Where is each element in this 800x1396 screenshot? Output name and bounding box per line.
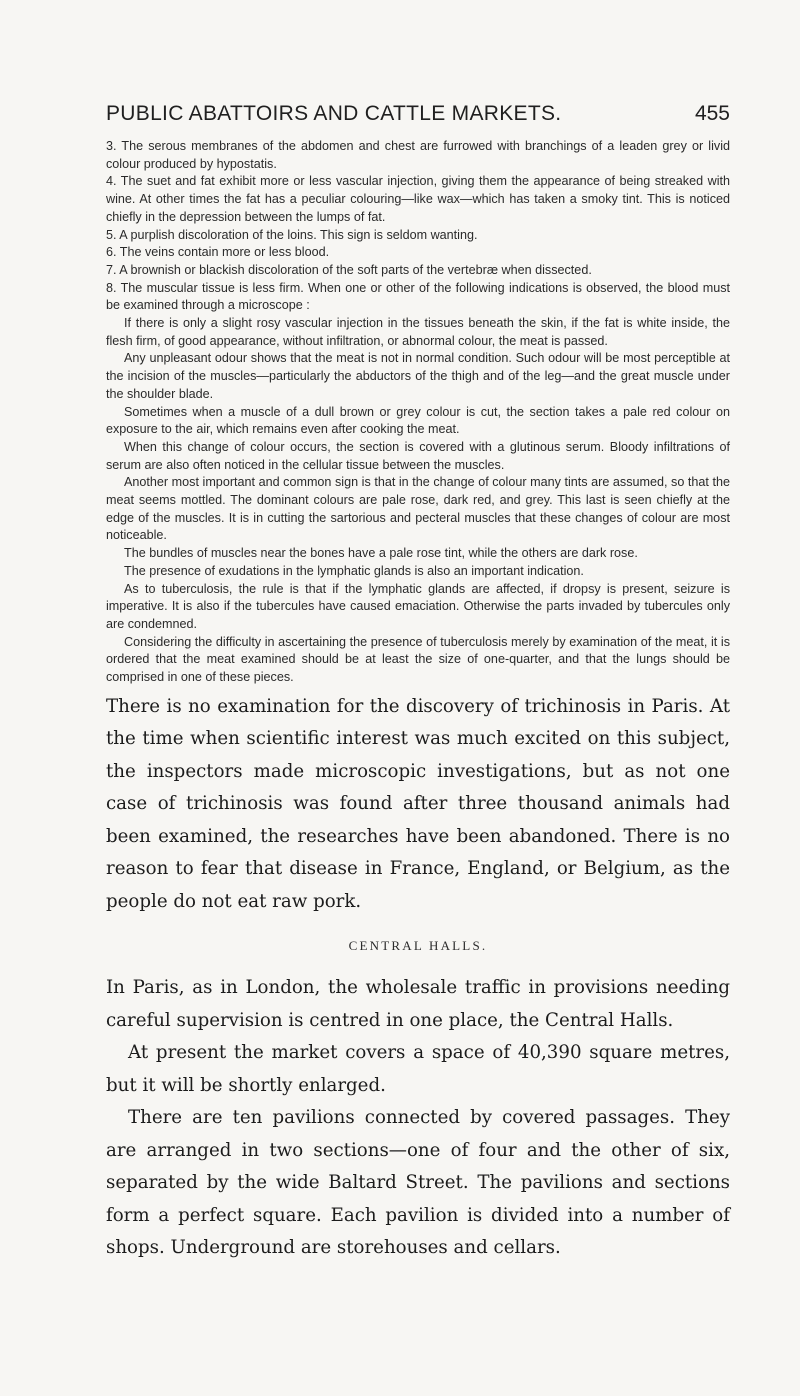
list-item: 7. A brownish or blackish discoloration of the soft parts of the vertebræ when dissected.	[106, 262, 592, 277]
paragraph: Another most important and common sign is that in the change of colour many tints are assumed, so that the meat seems mottled. The dominant colours are pale rose, dark red, and grey. This last is seen chiefly at the edge of the muscles. It is in cutting the sartorious and pecteral muscles that these changes of colour are most noticeable.	[106, 475, 730, 543]
list-item: 5. A purplish discoloration of the loins. This sign is seldom wanting.	[106, 227, 478, 242]
paragraph: If there is only a slight rosy vascular injection in the tissues beneath the skin, if the fat is white inside, the flesh firm, of good appearance, without infiltration, or abnormal colour, the meat is passed.	[106, 316, 730, 348]
paragraph: Sometimes when a muscle of a dull brown or grey colour is cut, the section takes a pale red colour on exposure to the air, which remains even after cooking the meat.	[106, 404, 730, 437]
paragraph: There are ten pavilions connected by covered passages. They are arranged in two sections—one of four and the other of six, separated by the wide Baltard Street. The pavilions and sections form a perfect square. Each pavilion is divided into a number of shops. Underground are storehouses and cellars.	[106, 1107, 730, 1259]
paragraph: The presence of exudations in the lymphatic glands is also an important indication.	[124, 563, 584, 578]
book-page	[106, 88, 730, 1265]
paragraph: At present the market covers a space of 40,390 square metres, but it will be shortly enlarged.	[106, 1042, 730, 1096]
paragraph: Any unpleasant odour shows that the meat is not in normal condition. Such odour will be most perceptible at the incision of the muscles—particularly the abductors of the thigh and of the leg—and the great muscle under the shoulder blade.	[106, 351, 730, 401]
paragraph: In Paris, as in London, the wholesale traffic in provisions needing careful supervision is centred in one place, the Central Halls.	[106, 977, 730, 1031]
list-item: 6. The veins contain more or less blood.	[106, 245, 330, 260]
small-print-block	[106, 138, 730, 687]
list-item: 8. The muscular tissue is less firm. When one or other of the following indications is observed, the blood must be examined through a microscope :	[106, 280, 730, 313]
list-item: 4. The suet and fat exhibit more or less vascular injection, giving them the appearance of being streaked with wine. At other times the fat has a peculiar colouring—like wax—which has taken a smoky tint. This is noticed chiefly in the depression between the lumps of fat.	[106, 174, 730, 224]
paragraph: When this change of colour occurs, the section is covered with a glutinous serum. Bloody infiltrations of serum are also often noticed in the cellular tissue between the muscles.	[106, 439, 730, 472]
running-header	[106, 88, 730, 124]
page-number: 455	[694, 102, 730, 125]
list-item: 3. The serous membranes of the abdomen and chest are furrowed with branchings of a leaden grey or livid colour produced by hypostatis.	[106, 139, 730, 171]
central-halls-body	[106, 972, 730, 1265]
running-title: PUBLIC ABATTOIRS AND CATTLE MARKETS.	[106, 102, 562, 125]
paragraph: As to tuberculosis, the rule is that if the lymphatic glands are affected, if dropsy is present, seizure is imperative. It is also if the tubercules have caused emaciation. Otherwise the parts invaded by tubercules only are condemned.	[106, 581, 730, 631]
paragraph: Considering the difficulty in ascertaining the presence of tuberculosis merely by examination of the meat, it is ordered that the meat examined should be at least the size of one-quarter, and that the lungs should be comprised in one of these pieces.	[106, 634, 730, 685]
section-heading: CENTRAL HALLS.	[348, 938, 488, 954]
trichinosis-paragraph: There is no examination for the discovery of trichinosis in Paris. At the time when scientific interest was much excited on this subject, the inspectors made microscopic investigations, but as not one case of trichinosis was found after three thousand animals had been examined, the researches have been abandoned. There is no reason to fear that disease in France, England, or Belgium, as the people do not eat raw pork.	[106, 695, 730, 912]
paragraph: The bundles of muscles near the bones have a pale rose tint, while the others are dark rose.	[124, 546, 638, 561]
trichinosis-block	[106, 691, 730, 919]
